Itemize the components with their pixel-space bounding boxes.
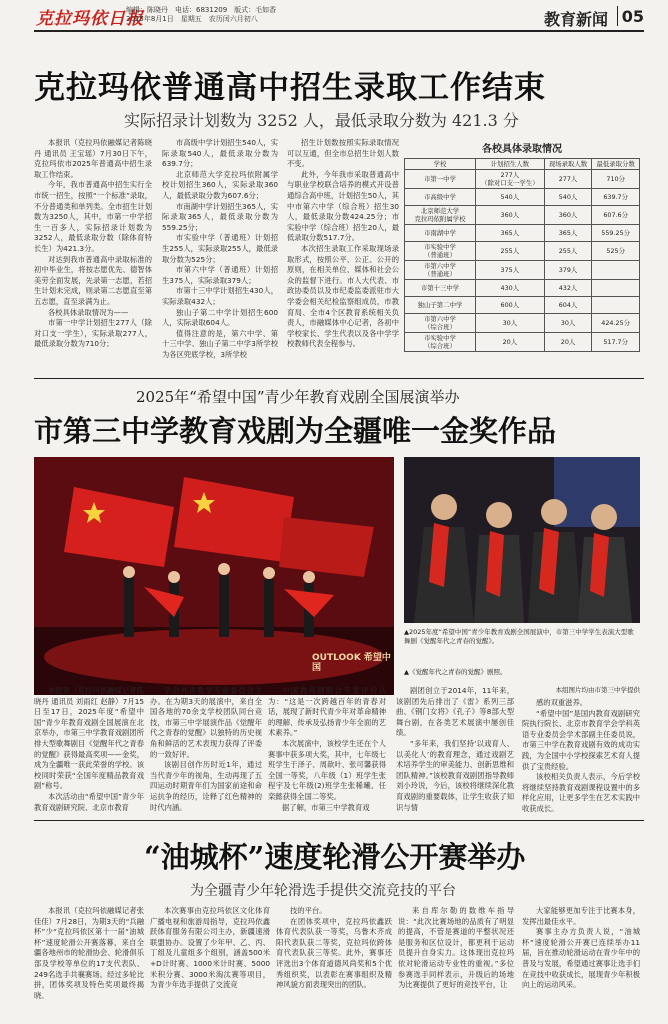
paragraph: 据了解，市第三中学教育戏 (282, 802, 370, 812)
students-photo-art (404, 457, 640, 623)
article1-headline: 克拉玛依普通高中招生录取工作结束 (34, 70, 546, 106)
table-row (405, 261, 640, 280)
table-row (405, 314, 640, 333)
paragraph: 中国教戏剧联合专家评价认为：“这是一次跨越百年的青春对话，展现了新时代青少年对革命精神的理解、传承及弘扬青少年全面的艺术素养。” (268, 686, 386, 738)
table-cell (592, 297, 640, 314)
photo2-caption: ▲《觉醒年代之青春的觉醒》剧照。 (404, 668, 507, 676)
paragraph: 大家能够更加专注于比赛本身，发挥出最佳水平。 (522, 906, 640, 926)
table-cell: 20人 (476, 333, 545, 352)
article2-column-4 (396, 686, 514, 812)
paragraph: 在团体奖项中，克拉玛依鑫跃体育代表队获一等奖，乌鲁木齐成阳代表队获二等奖，克拉玛依跨体育代表队获三等奖。此外，赛事还评选出3个体育道德风尚奖和5个优秀组织奖，以表彰在赛事组织及精神风貌方面表现突出的团队。 (276, 916, 392, 990)
paragraph: “希望中国”是国内教育戏剧研究院执行院长、北京市教育学会学科英语专业委员会学术部副主任委员说，市第三中学在教育戏剧有效的成功实践，为全国中小学校探索艺术育人提供了宝贵经验。 (522, 708, 640, 771)
article3-subheadline: 为全疆青少年轮滑选手提供交流竞技的平台 (190, 883, 456, 899)
table-cell: 600人 (476, 297, 545, 314)
table-header: 计划招生人数 (476, 159, 545, 170)
table-cell: 360人 (544, 206, 592, 225)
table-cell: 639.7分 (592, 189, 640, 206)
students-photo (404, 457, 640, 623)
table-cell: 540人 (544, 189, 592, 206)
table-cell: 独山子第二中学 (405, 297, 476, 314)
article2-column-3 (268, 686, 386, 812)
article3-column-5 (522, 906, 640, 1022)
table-cell (592, 280, 640, 297)
masthead-rule (34, 30, 644, 32)
table-cell: 360人 (476, 206, 545, 225)
paragraph: 技的平台。 (290, 906, 327, 915)
paragraph: 本次展演中，该校学生还在个人赛事中获多项大奖，其中，七年级七班学生于泽子、周歆叶、张可馨获得全国一等奖，八年级（1）班学生张程宇及七年级(2)班学生张稀曦、任栾懿获得全国二等奖。 (268, 738, 386, 801)
table-cell: 市第十三中学 (405, 280, 476, 297)
table-cell: 559.25分 (592, 225, 640, 242)
table-cell: 375人 (476, 261, 545, 280)
article3-column-4 (398, 906, 514, 1022)
paragraph: 本报讯（克拉玛依融媒记者陈晓丹 通讯员 刘雨红 赵静）7月15日至17日，2025年度“希望中国”青少年教育戏剧全国展演在北京举办，市第三中学教育戏剧团所排大型歌舞剧目《觉醒年代之青春的觉醒》获得最高奖项——金奖，成为全疆唯一获此荣誉的学校。该校同时荣获“全国年度精品教育戏剧”称号。 (34, 686, 144, 791)
table-title: 各校具体录取情况 (482, 144, 562, 155)
table-row (405, 206, 640, 225)
article1-subheadline: 实际招录计划数为 3252 人，最低录取分数为 421.3 分 (124, 111, 519, 130)
table-header: 学校 (405, 159, 476, 170)
article3-headline: “油城杯”速度轮滑公开赛举办 (144, 840, 526, 874)
paragraph: 北京师范大学克拉玛依附属学校计划招生360人，实际录取360人，最低录取分数为607.6分； (162, 169, 278, 200)
table-cell: 市实验中学 （综合班） (405, 333, 476, 352)
article1-column-3 (287, 138, 399, 366)
paragraph: 市高级中学计划招生540人，实际录取540人，最低录取分数为639.7分； (162, 138, 278, 169)
admission-table-block (404, 140, 640, 352)
photo-stamp: OUTLOOK 希望中国 (312, 653, 391, 673)
article2-column-5 (522, 698, 640, 813)
photo-caption: ▲2025年度“希望中国”青少年教育戏剧全国展演中，市第三中学学生表演大型歌舞剧《觉醒年代之青春的觉醒》。 (404, 628, 634, 645)
table-row (405, 242, 640, 261)
article2-kicker: 2025年“希望中国”青少年教育戏剧全国展演举办 (136, 388, 460, 406)
table-row (405, 333, 640, 352)
stage-photo (34, 457, 394, 695)
paragraph: 本报讯（克拉玛依融媒记者陈晓丹 通讯员 王宝瑶）7月30日下午，克拉玛依市2025年普通高中招生录取工作结束。 (34, 138, 152, 179)
table-cell: 30人 (544, 314, 592, 333)
table-cell: 20人 (544, 333, 592, 352)
table-cell: 市第一中学 (405, 170, 476, 189)
table-row (405, 170, 640, 189)
paragraph: 今年，我市普通高中招生实行全市统一招生，按照“一个标准”录取，不分普通类和单列类。全市招生计划数为3250人，其中，市第一中学招生一百多人，实际招录计划数为3252人，最低录取分数（除体育特长生）为421.3分。 (34, 180, 152, 253)
article1-column-2 (162, 138, 278, 366)
section-rule (34, 378, 644, 379)
paragraph: 剧团创立于2014年，11年来，该剧团先后排出了《雷》系列三部曲、《钢门女将》《孔子》等8部大型舞台剧，在各类艺术展演中屡创佳绩。 (396, 686, 514, 738)
article3-column-1 (34, 906, 144, 1022)
article2-headline: 市第三中学教育戏剧为全疆唯一金奖作品 (34, 414, 557, 448)
table-cell (592, 261, 640, 280)
paragraph: 市实验中学（普通班）计划招生255人，实际录取255人，最低录取分数为525分； (162, 233, 278, 264)
editor-line: 编辑：陈晓丹 电话：6831209 版式：毛如香 (126, 6, 277, 14)
article2-column-1 (34, 686, 144, 812)
table-cell: 430人 (476, 280, 545, 297)
paragraph: 该剧目创作历时近1年，通过当代青少年的视角，生动再现了五四运动时期青年们为国家前途和命运抗争的经历，诠释了红色精神的时代内涵。 (150, 760, 262, 812)
table-cell: 517.7分 (592, 333, 640, 352)
table-cell: 710分 (592, 170, 640, 189)
table-cell: 市南湖中学 (405, 225, 476, 242)
paragraph: “多年来，我们坚持‘以戏育人、以美化人’的教育理念，通过戏剧艺术培养学生的审美能力、创新思维和团队精神。”该校教育戏剧团指导教师刘小玲说，今后，该校将继续深化教育戏剧的重要载体，让学生收获了知识与情 (396, 738, 514, 812)
article2-column-2 (150, 686, 262, 812)
page-number: 05 (621, 7, 644, 26)
paragraph: 独山子第二中学计划招生600人，实际录取604人。 (162, 307, 278, 328)
paragraph: 来自库尔勒的数维车指导说：“此次比赛场地的品质有了明显的提高，不管是赛道的平整状况还是服务和区位设计，都更利于运动员提升自身实力。这体现出克拉玛依对轮滑运动专业性的重视。”多位参赛选手同样表示，升级后的场地为比赛提供了更好的竞技平台，让 (398, 906, 514, 990)
paragraph: 本次招生录取工作采取现场录取形式，按照公平、公正、公开的原则，在相关单位、媒体和社会公众的监督下进行。市人大代表、市政协委员以及市纪委监委派驻市大学委会相关纪检监察组成员，市教育局、全市4个区教育系统相关负责人，市融媒体中心记者，各初中学校家长、学生代表以及各中学学校教师代表全程参与。 (287, 243, 399, 349)
newspaper-logo: 克拉玛依日报 (36, 9, 144, 29)
table-cell: 255人 (476, 242, 545, 261)
table-cell: 540人 (476, 189, 545, 206)
paragraph: 市南湖中学计划招生365人，实际录取365人，最低录取分数为559.25分； (162, 201, 278, 232)
table-row (405, 280, 640, 297)
table-cell: 365人 (476, 225, 545, 242)
paragraph: 市第一中学计划招生277人（除对口支一学生），实际录取277人，最低录取分数为710分； (34, 318, 152, 349)
table-cell: 市高级中学 (405, 189, 476, 206)
table-row (405, 189, 640, 206)
paragraph: 招生计划数按照实际录取情况可以互通，但全市总招生计划人数不变。 (287, 138, 399, 169)
section-rule (34, 820, 644, 821)
paragraph: 本次活动由“希望中国”青少年教育戏剧研究院、北京市教育 (34, 791, 144, 812)
section-name: 教育新闻 (543, 10, 608, 29)
table-row (405, 297, 640, 314)
paragraph: 市第六中学（普通班）计划招生375人，实际录取379人； (162, 265, 278, 285)
table-header: 现场录取人数 (544, 159, 592, 170)
table-cell: 424.25分 (592, 314, 640, 333)
table-cell: 432人 (544, 280, 592, 297)
table-cell: 277人 （除对口支一学生） (476, 170, 545, 189)
paragraph: 本报讯（克拉玛依融媒记者张佳佳）7月28日，为期3天的“兵融杯”少“克拉玛依区第十一届“油城杯”速度轮滑公开赛落幕，来自全疆各地州市的轮滑协会、轮滑俱乐部及学校等单位的17支代表队、249名选手共襄赛场。经过多轮比拼，团体奖项及特色奖项最终揭晓。 (34, 906, 144, 1000)
table-cell: 525分 (592, 242, 640, 261)
table-cell: 277人 (544, 170, 592, 189)
paragraph: 对达到我市普通高中录取标准的初中毕业生，将按志愿优先、德智体美劳全面发展，先录第一志愿，若招生计划未完成，则录第二志愿直至第五志愿，直至录满为止。 (34, 254, 152, 306)
table-cell: 365人 (544, 225, 592, 242)
article1-column-1 (34, 138, 152, 366)
date-line: 2025年8月1日 星期五 农历闰六月初八 (126, 15, 258, 23)
paragraph: 感的双重滋养。 (536, 698, 588, 707)
admission-table (404, 158, 640, 352)
paragraph: 学会外语教学专业委员会主办。在为期3天的展演中，来自全国各地的70余支学校团队同台竞技，市第三中学展演作品《觉醒年代之青春的觉醒》以独特的历史视角和鲜活的艺术表现力获得了评委的一致好评。 (150, 686, 262, 759)
article3-column-2 (150, 906, 270, 1022)
paragraph: 此外，今年我市采取普通高中与职业学校联合培养的模式开设普通综合高中班，计划招生50人，其中市第六中学（综合班）招生30人，最低录取分数424.25分；市实验中学（综合班）招生20人，最低录取分数517.7分。 (287, 169, 399, 243)
masthead-meta (126, 6, 276, 24)
article3-column-3 (276, 906, 392, 1022)
divider (617, 6, 618, 26)
table-row (405, 225, 640, 242)
table-cell: 30人 (476, 314, 545, 333)
paragraph: 赛事主办方负责人说，“油城杯”速度轮滑公开赛已连续举办11届，旨在推动轮滑运动在青少年中的普及与发展，希望通过赛事让选手们在竞技中收获成长，展现青少年积极向上的运动风采。 (522, 927, 640, 990)
table-cell: 市第六中学 （普通班） (405, 261, 476, 280)
paragraph: 各校具体录取情况为—— (48, 307, 129, 317)
table-header: 最低录取分数 (592, 159, 640, 170)
table-cell: 379人 (544, 261, 592, 280)
table-cell: 607.6分 (592, 206, 640, 225)
table-header-row (405, 159, 640, 170)
table-cell: 604人 (544, 297, 592, 314)
table-cell: 市实验中学 （普通班） (405, 242, 476, 261)
paragraph: 该校相关负责人表示，今后学校将继续坚持教育戏剧课程设置中的多样化应用，让更多学生在艺术实践中收获成长。 (522, 772, 640, 813)
table-cell: 255人 (544, 242, 592, 261)
table-cell: 市第六中学 （综合班） (405, 314, 476, 333)
photo-credit: 本组图片均由市第三中学提供 (555, 686, 640, 694)
paragraph: 市第十三中学计划招生430人，实际录取432人； (162, 286, 278, 306)
paragraph: 本次赛事由克拉玛依区文化体育广播电视和旅游局指导，克拉玛依鑫跃体育服务有限公司主办，新疆速滑联盟协办。设置了少年甲、乙、丙、丁组及儿童组多个组别，涵盖500米+D计时赛、1000米计时赛、5000米积分赛、3000米淘汰赛等项目，为青少年选手提供了交流竞 (150, 906, 270, 990)
table-cell: 北京师范大学 克拉玛依附属学校 (405, 206, 476, 225)
paragraph: 值得注意的是，第六中学、第十三中学、独山子第二中学3所学校为各区兜底学校，3所学校 (162, 328, 278, 359)
